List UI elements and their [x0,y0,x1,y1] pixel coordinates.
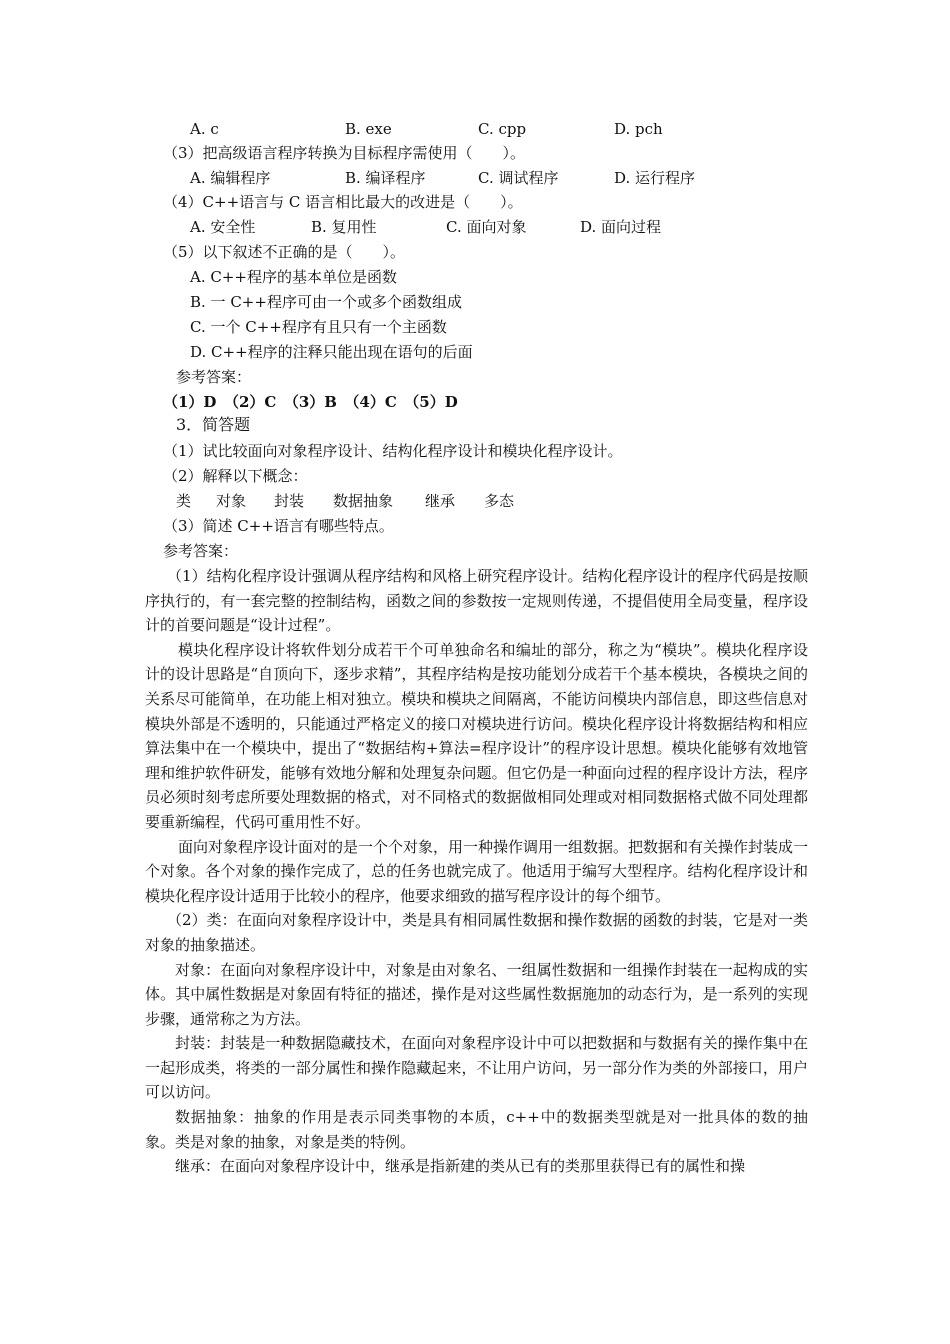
concept-item: 数据抽象 [333,492,394,510]
short-question-3: （3）简述 C++语言有哪些特点。 [163,517,394,535]
concept-item: 多态 [484,492,515,510]
choice-answers: （1）D （2）C （3）B （4）C （5）D [163,393,458,411]
answer-paragraph: 模块化程序设计将软件划分成若干个可单独命名和编址的部分，称之为“模块”。模块化程序设计的设计思路是“自顶向下，逐步求精”，其程序结构是按功能划分成若干个基本模块，各模块之间的关系尽可能简单，在功能上相对独立。模块和模块之间隔离，不能访问模块内部信息，即这些信息对模块外部是不透明的，只能通过严格定义的接口对模块进行访问。模块化程序设计将数据结构和相应算法集中在一个模块中，提出了“数据结构+算法=程序设计”的程序设计思想。模块化能够有效地管理和维护软件研发，能够有效地分解和处理复杂问题。但它仍是一种面向过程的程序设计方法，程序员必须时刻考虑所要处理数据的格式，对不同格式的数据做相同处理或对相同数据格式做不同处理都要重新编程，代码可重用性不好。 [145,640,808,831]
q5-option-b: B. 一 C++程序可由一个或多个函数组成 [190,293,462,311]
concept-item: 类 [176,492,192,510]
q2-option-c: C. cpp [478,120,527,138]
answer-paragraph: （1）结构化程序设计强调从程序结构和风格上研究程序设计。结构化程序设计的程序代码是按顺序执行的，有一套完整的控制结构，函数之间的参数按一定规则传递，不提倡使用全局变量，程序设计的首要问题是“设计过程”。 [145,567,808,635]
q3-stem: （3）把高级语言程序转换为目标程序需使用（ ）。 [163,144,526,162]
q3-option-d: D. 运行程序 [614,169,696,187]
q5-stem: （5）以下叙述不正确的是（ ）。 [163,243,406,261]
q3-option-b: B. 编译程序 [345,169,426,187]
answer-paragraph: 封装：封装是一种数据隐藏技术，在面向对象程序设计中可以把数据和与数据有关的操作集中在一起形成类，将类的一部分属性和操作隐藏起来，不让用户访问，另一部分作为类的外部接口，用户可以访问。 [145,1034,808,1102]
q3-option-a: A. 编辑程序 [190,169,271,187]
answer-paragraph: 面向对象程序设计面对的是一个个对象，用一种操作调用一组数据。把数据和有关操作封装成一个对象。各个对象的操作完成了，总的任务也就完成了。他适用于编写大型程序。结构化程序设计和模块化程序设计适用于比较小的程序，他要求细致的描写程序设计的每个细节。 [145,837,809,905]
concept-item: 继承 [425,492,456,510]
q4-option-a: A. 安全性 [190,218,256,236]
q3-option-c: C. 调试程序 [478,169,559,187]
q2-option-d: D. pch [614,120,663,138]
q2-option-b: B. exe [345,120,392,138]
section-title: 3．简答题 [176,415,251,434]
q4-option-c: C. 面向对象 [446,218,527,236]
answer-paragraph: 对象：在面向对象程序设计中，对象是由对象名、一组属性数据和一组操作封装在一起构成的实体。其中属性数据是对象固有特征的描述，操作是对这些属性数据施加的动态行为，是一系列的实现步骤，通常称之为方法。 [145,960,808,1028]
reference-answer-label: 参考答案： [176,368,252,386]
q2-option-a: A. c [190,120,219,138]
reference-answer-label-2: 参考答案： [163,542,239,560]
answer-body [145,564,808,1179]
q5-option-c: C. 一个 C++程序有且只有一个主函数 [190,318,447,336]
q4-stem: （4）C++语言与 C 语言相比最大的改进是（ ）。 [163,193,523,211]
short-question-2: （2）解释以下概念： [163,467,308,485]
q4-option-d: D. 面向过程 [580,218,662,236]
concept-item: 对象 [216,492,247,510]
answer-paragraph: 数据抽象：抽象的作用是表示同类事物的本质，c++中的数据类型就是对一批具体的数的抽象。类是对象的抽象，对象是类的特例。 [145,1108,808,1151]
concept-item: 封装 [274,492,305,510]
short-question-1: （1）试比较面向对象程序设计、结构化程序设计和模块化程序设计。 [163,442,623,460]
answer-paragraph: （2）类：在面向对象程序设计中，类是具有相同属性数据和操作数据的函数的封装，它是对一类对象的抽象描述。 [145,911,808,954]
q5-option-d: D. C++程序的注释只能出现在语句的后面 [190,343,473,361]
q5-option-a: A. C++程序的基本单位是函数 [190,268,397,286]
q4-option-b: B. 复用性 [311,218,377,236]
answer-paragraph: 继承：在面向对象程序设计中，继承是指新建的类从已有的类那里获得已有的属性和操 [175,1157,746,1176]
